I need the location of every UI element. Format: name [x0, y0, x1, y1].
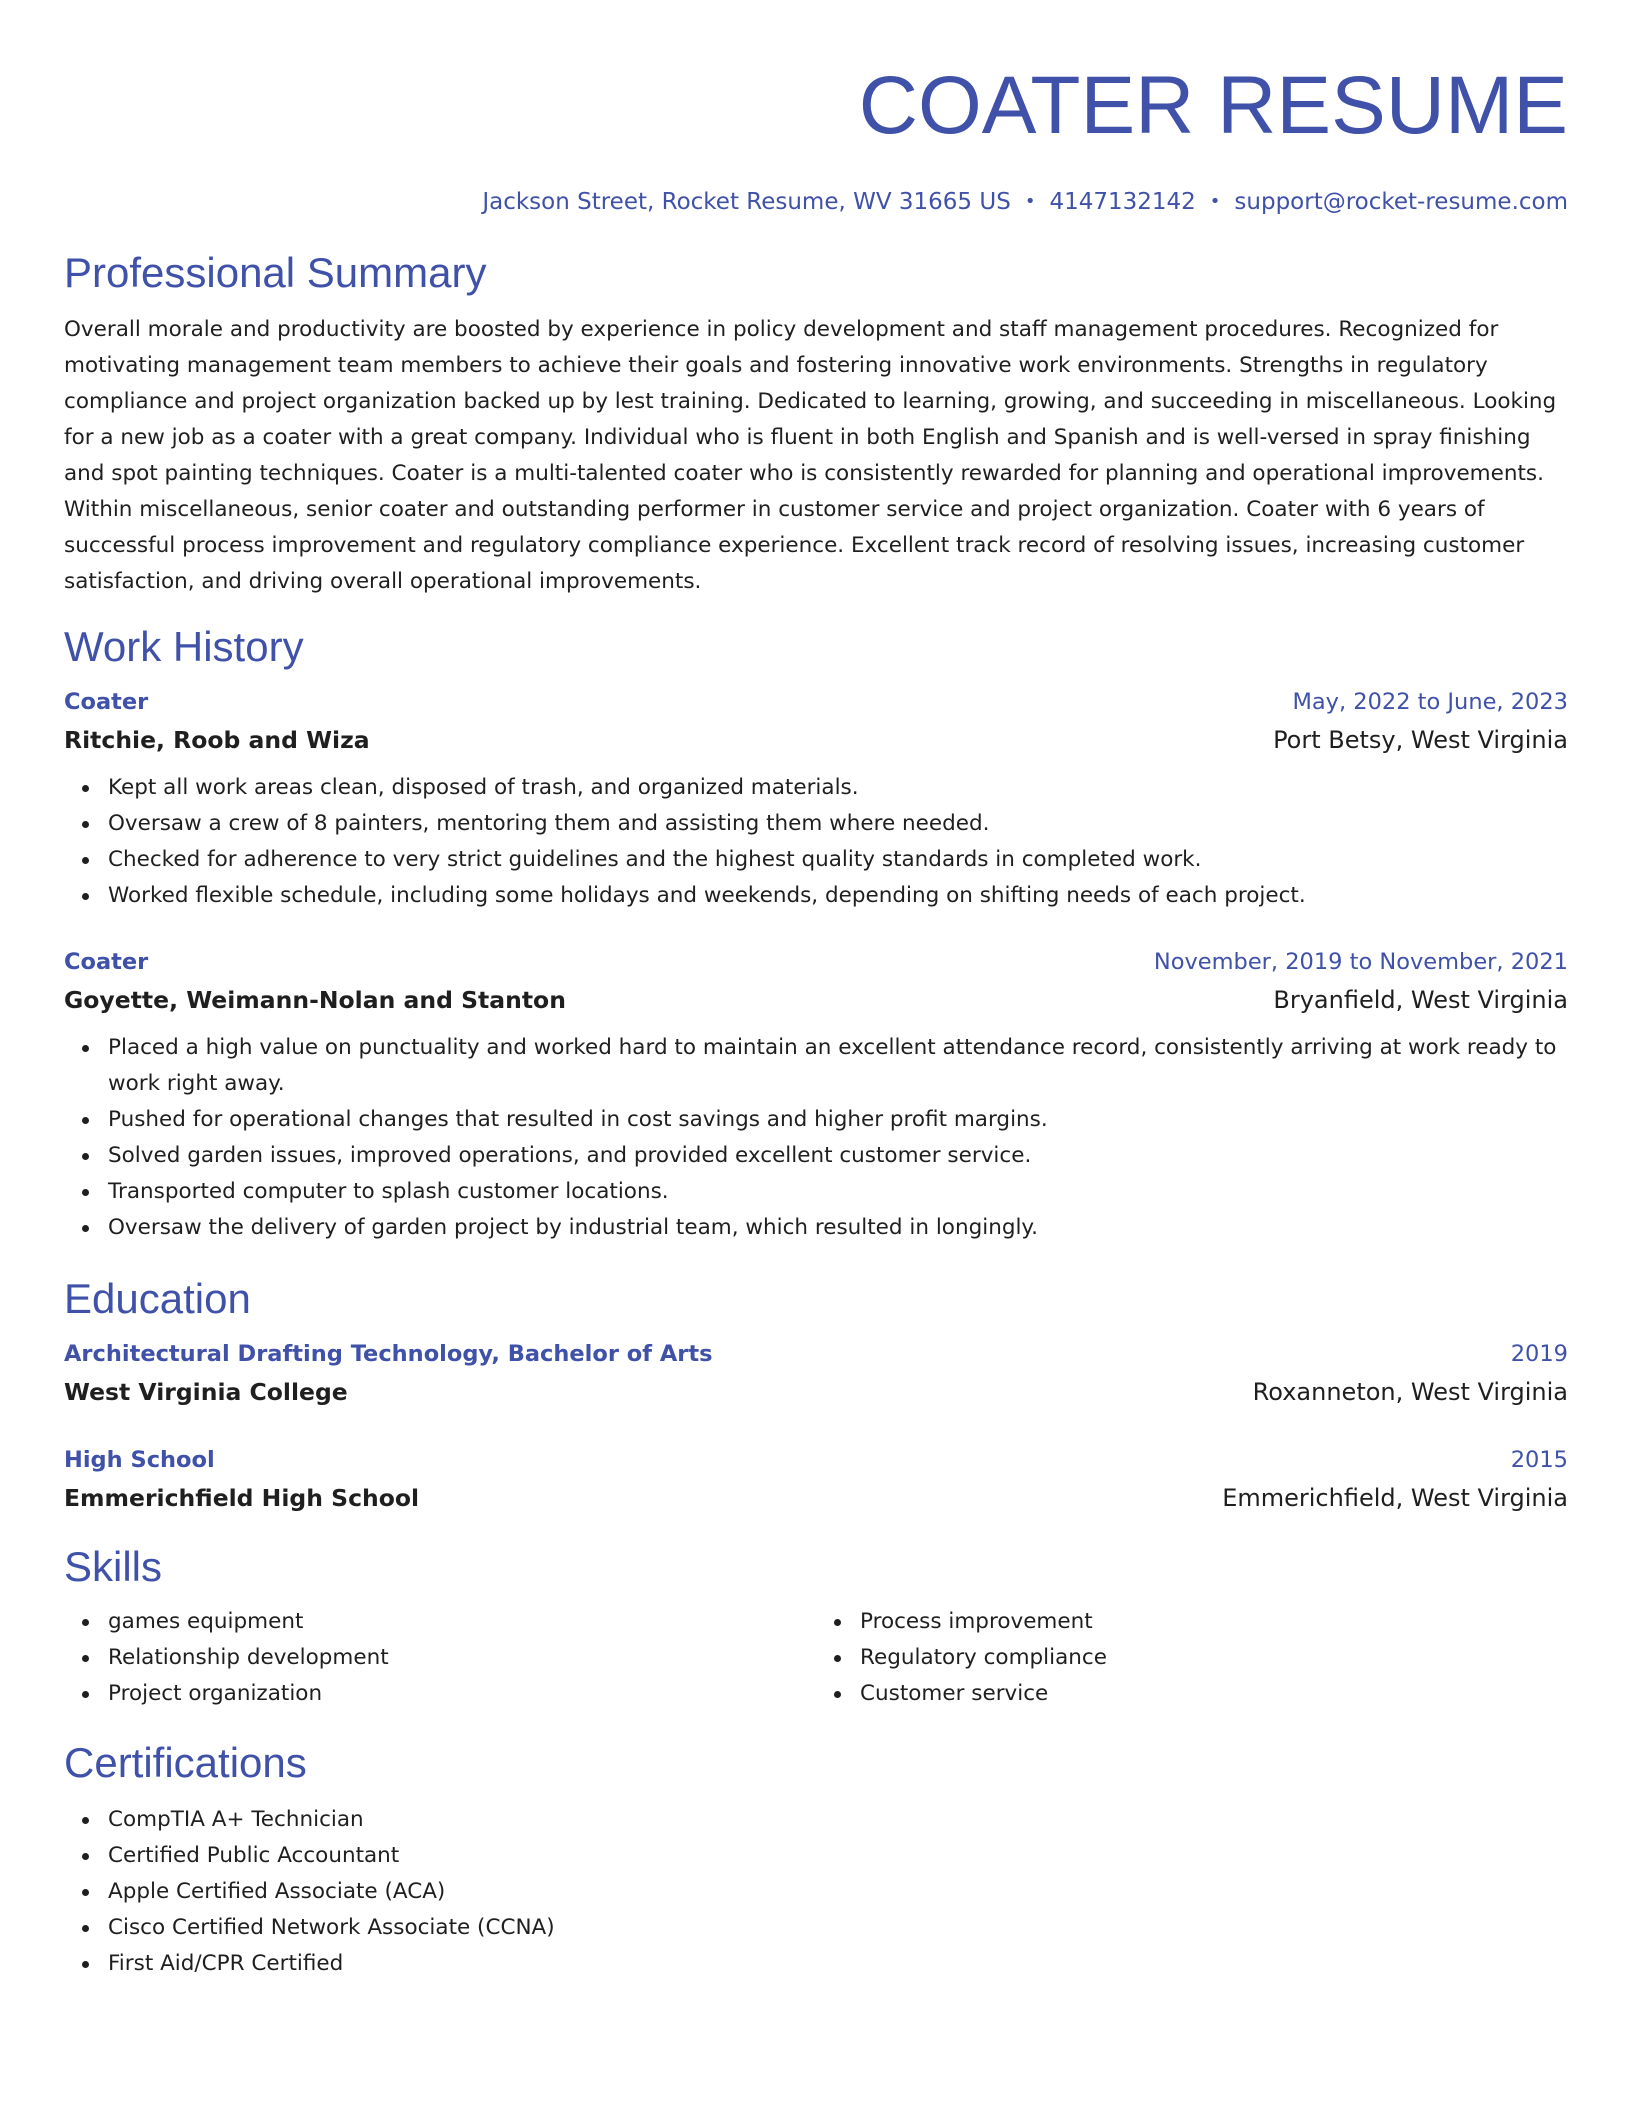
- email[interactable]: support@rocket-resume.com: [1234, 189, 1568, 215]
- skill-item: Relationship development: [108, 1640, 816, 1676]
- certification-item: Cisco Certified Network Associate (CCNA): [108, 1910, 1568, 1946]
- employer: Goyette, Weimann-Nolan and Stanton: [64, 986, 566, 1014]
- school-location: Emmerichfield, West Virginia: [1222, 1484, 1568, 1512]
- contact-separator: •: [1024, 191, 1036, 212]
- certification-item: Apple Certified Associate (ACA): [108, 1874, 1568, 1910]
- list-item: Pushed for operational changes that resulted in cost savings and higher profit margins.: [108, 1102, 1568, 1138]
- degree: Architectural Drafting Technology, Bachelor of Arts: [64, 1341, 713, 1367]
- education-entry: [64, 1442, 1568, 1518]
- job-dates: November, 2019 to November, 2021: [1153, 949, 1568, 975]
- skill-item: games equipment: [108, 1604, 816, 1640]
- education-entry: [64, 1336, 1568, 1412]
- job-title: Coater: [64, 949, 149, 975]
- summary-text: Overall morale and productivity are boosted by experience in policy development and staff management procedures. Recognized for motivating management team members to achieve their goals and fostering innovative work environments. Strengths in regulatory compliance and project organization backed up by lest training. Dedicated to learning, growing, and succeeding in miscellaneous. Looking for a new job as a coater with a great company. Individual who is fluent in both English and Spanish and is well-versed in spray finishing and spot painting techniques. Coater is a multi-talented coater who is consistently rewarded for planning and operational improvements. Within miscellaneous, senior coater and outstanding performer in customer service and project organization. Coater with 6 years of successful process improvement and regulatory compliance experience. Excellent track record of resolving issues, increasing customer satisfaction, and driving overall operational improvements.: [64, 317, 1557, 594]
- address: Jackson Street, Rocket Resume, WV 31665 US: [482, 189, 1011, 215]
- skills-column-right: [816, 1604, 1568, 1712]
- school: Emmerichfield High School: [64, 1484, 420, 1512]
- phone: 4147132142: [1049, 189, 1196, 215]
- skill-item: Project organization: [108, 1676, 816, 1712]
- skill-item: Customer service: [860, 1676, 1568, 1712]
- job-title: Coater: [64, 689, 149, 715]
- skills-grid: [64, 1604, 1568, 1712]
- job-location: Port Betsy, West Virginia: [1273, 726, 1568, 754]
- certification-item: First Aid/CPR Certified: [108, 1946, 1568, 1982]
- skill-item: Process improvement: [860, 1604, 1568, 1640]
- job-location: Bryanfield, West Virginia: [1273, 986, 1568, 1014]
- skills-heading: Skills: [64, 1543, 163, 1590]
- list-item: Oversaw the delivery of garden project by industrial team, which resulted in longingly.: [108, 1210, 1568, 1246]
- resume-name: COATER RESUME: [858, 60, 1568, 151]
- list-item: Worked flexible schedule, including some holidays and weekends, depending on shifting needs of each project.: [108, 878, 1568, 914]
- list-item: Transported computer to splash customer locations.: [108, 1174, 1568, 1210]
- education-heading: Education: [64, 1275, 251, 1322]
- list-item: Checked for adherence to very strict guidelines and the highest quality standards in completed work.: [108, 842, 1568, 878]
- job-dates: May, 2022 to June, 2023: [1292, 689, 1568, 715]
- list-item: Placed a high value on punctuality and worked hard to maintain an excellent attendance record, consistently arriving at work ready to work right away.: [108, 1030, 1568, 1102]
- employer: Ritchie, Roob and Wiza: [64, 726, 370, 754]
- certifications-list: [64, 1802, 1568, 1982]
- education-year: 2015: [1510, 1447, 1568, 1473]
- contact-separator: •: [1209, 191, 1221, 212]
- degree: High School: [64, 1447, 215, 1473]
- school: West Virginia College: [64, 1378, 348, 1406]
- certifications-heading: Certifications: [64, 1739, 307, 1786]
- school-location: Roxanneton, West Virginia: [1252, 1378, 1568, 1406]
- certification-item: CompTIA A+ Technician: [108, 1802, 1568, 1838]
- list-item: Solved garden issues, improved operations, and provided excellent customer service.: [108, 1138, 1568, 1174]
- job-entry: [64, 944, 1568, 1246]
- list-item: Kept all work areas clean, disposed of trash, and organized materials.: [108, 770, 1568, 806]
- skills-column-left: [64, 1604, 816, 1712]
- job-entry: [64, 684, 1568, 914]
- work-history-heading: Work History: [64, 623, 304, 670]
- education-year: 2019: [1510, 1341, 1568, 1367]
- summary-heading: Professional Summary: [64, 249, 487, 296]
- job-bullets: [64, 770, 1568, 914]
- skill-item: Regulatory compliance: [860, 1640, 1568, 1676]
- job-bullets: [64, 1030, 1568, 1246]
- contact-line: [64, 186, 1568, 218]
- list-item: Oversaw a crew of 8 painters, mentoring them and assisting them where needed.: [108, 806, 1568, 842]
- certification-item: Certified Public Accountant: [108, 1838, 1568, 1874]
